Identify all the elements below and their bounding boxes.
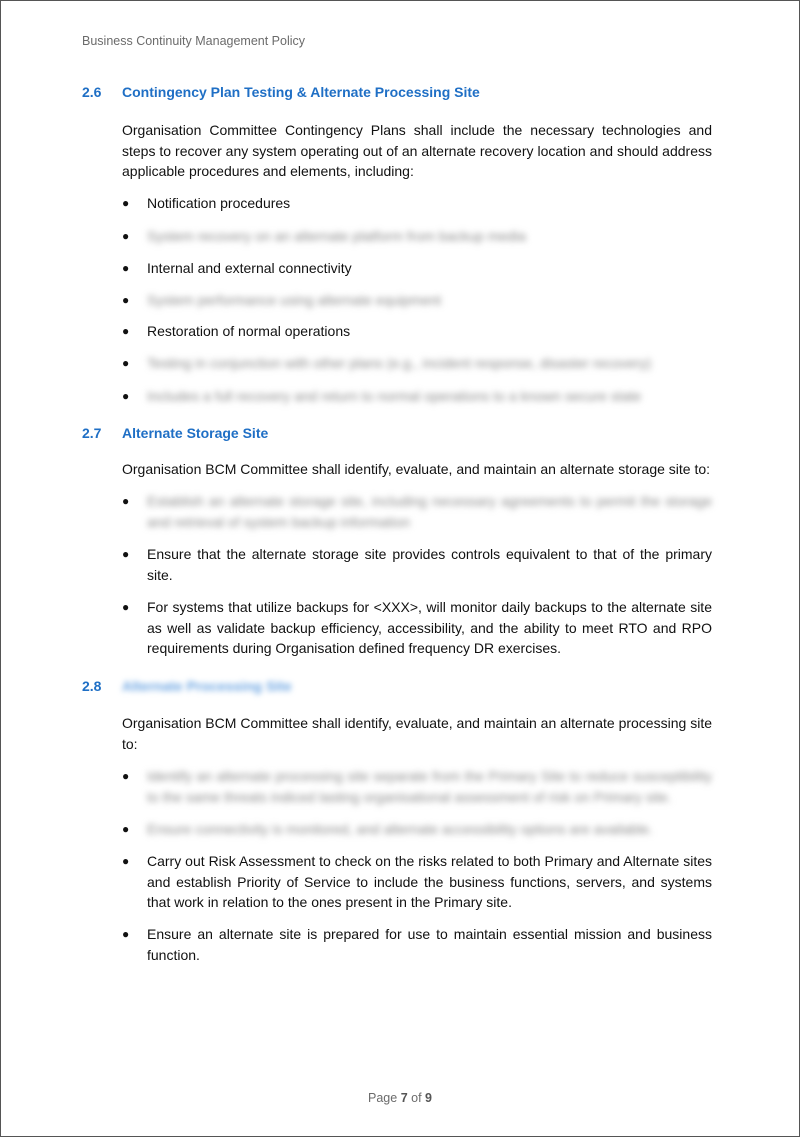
bullet-icon: ● bbox=[122, 600, 130, 614]
list-item: ● Internal and external connectivity bbox=[122, 258, 712, 279]
section-2-7-intro: Organisation BCM Committee shall identify, evaluate, and maintain an alternate storage site to: bbox=[122, 461, 711, 477]
section-number: 2.6 bbox=[82, 84, 102, 100]
bullet-icon: ● bbox=[122, 854, 130, 868]
list-item: ● Ensure an alternate site is prepared for use to maintain essential mission and business function. bbox=[122, 926, 712, 963]
section-heading-2-8 bbox=[82, 678, 292, 694]
section-number: 2.7 bbox=[82, 425, 102, 441]
bullet-icon: ● bbox=[122, 293, 130, 307]
bullet-icon: ● bbox=[122, 261, 130, 275]
list-item: ● For systems that utilize backups for <XXX>, will monitor daily backups to the alternate site as well as validate backup efficiency, accessibility, and the ability to meet RTO and RPO requirements during Organisation defined frequency DR exercises. bbox=[122, 599, 712, 656]
section-title: Alternate Processing Site bbox=[122, 678, 292, 694]
list-item: ● Includes a full recovery and return to normal operations to a known secure state bbox=[122, 386, 712, 407]
section-2-6-intro: Organisation Committee Contingency Plans shall include the necessary technologies and steps to recover any system operating out of an alternate recovery location and should address applicable procedures and elements, including: bbox=[122, 122, 712, 179]
list-item: ● Ensure that the alternate storage site provides controls equivalent to that of the primary site. bbox=[122, 546, 712, 583]
list-item: ● System performance using alternate equipment bbox=[122, 290, 712, 311]
total-pages: 9 bbox=[425, 1091, 432, 1105]
list-item: ● Identify an alternate processing site separate from the Primary Site to reduce susceptibility to the same threats indiced lasting organisational assessment of risk on Primary site. bbox=[122, 768, 712, 805]
section-2-8-intro: Organisation BCM Committee shall identify, evaluate, and maintain an alternate processing site to: bbox=[122, 715, 712, 752]
bullet-icon: ● bbox=[122, 822, 130, 836]
section-title: Alternate Storage Site bbox=[122, 425, 269, 441]
bullet-icon: ● bbox=[122, 229, 130, 243]
page-label: Page bbox=[368, 1091, 398, 1105]
current-page: 7 bbox=[400, 1091, 408, 1105]
section-number: 2.8 bbox=[82, 678, 102, 694]
bullet-icon: ● bbox=[122, 769, 130, 783]
bullet-icon: ● bbox=[122, 356, 130, 370]
page-footer bbox=[1, 1091, 799, 1105]
list-item: ● Ensure connectivity is monitored, and alternate accessibility options are available. bbox=[122, 819, 712, 840]
section-title: Contingency Plan Testing & Alternate Processing Site bbox=[122, 84, 480, 100]
of-label: of bbox=[411, 1091, 422, 1105]
list-item: ● Notification procedures bbox=[122, 193, 712, 214]
section-heading-2-7 bbox=[82, 425, 268, 441]
bullet-icon: ● bbox=[122, 494, 130, 508]
bullet-icon: ● bbox=[122, 389, 130, 403]
list-item: ● Establish an alternate storage site, including necessary agreements to permit the storage and retrieval of system backup information bbox=[122, 493, 712, 530]
list-item: ● System recovery on an alternate platform from backup media bbox=[122, 226, 712, 247]
document-header: Business Continuity Management Policy bbox=[82, 34, 306, 48]
bullet-icon: ● bbox=[122, 196, 130, 210]
section-heading-2-6 bbox=[82, 84, 480, 100]
bullet-icon: ● bbox=[122, 324, 130, 338]
list-item: ● Restoration of normal operations bbox=[122, 321, 712, 342]
bullet-icon: ● bbox=[122, 547, 130, 561]
bullet-icon: ● bbox=[122, 927, 130, 941]
list-item: ● Carry out Risk Assessment to check on the risks related to both Primary and Alternate sites and establish Priority of Service to include the business functions, servers, and systems that work in relation to the ones present in the Primary site. bbox=[122, 853, 712, 910]
list-item: ● Testing in conjunction with other plans (e.g., incident response, disaster recovery) bbox=[122, 353, 712, 374]
